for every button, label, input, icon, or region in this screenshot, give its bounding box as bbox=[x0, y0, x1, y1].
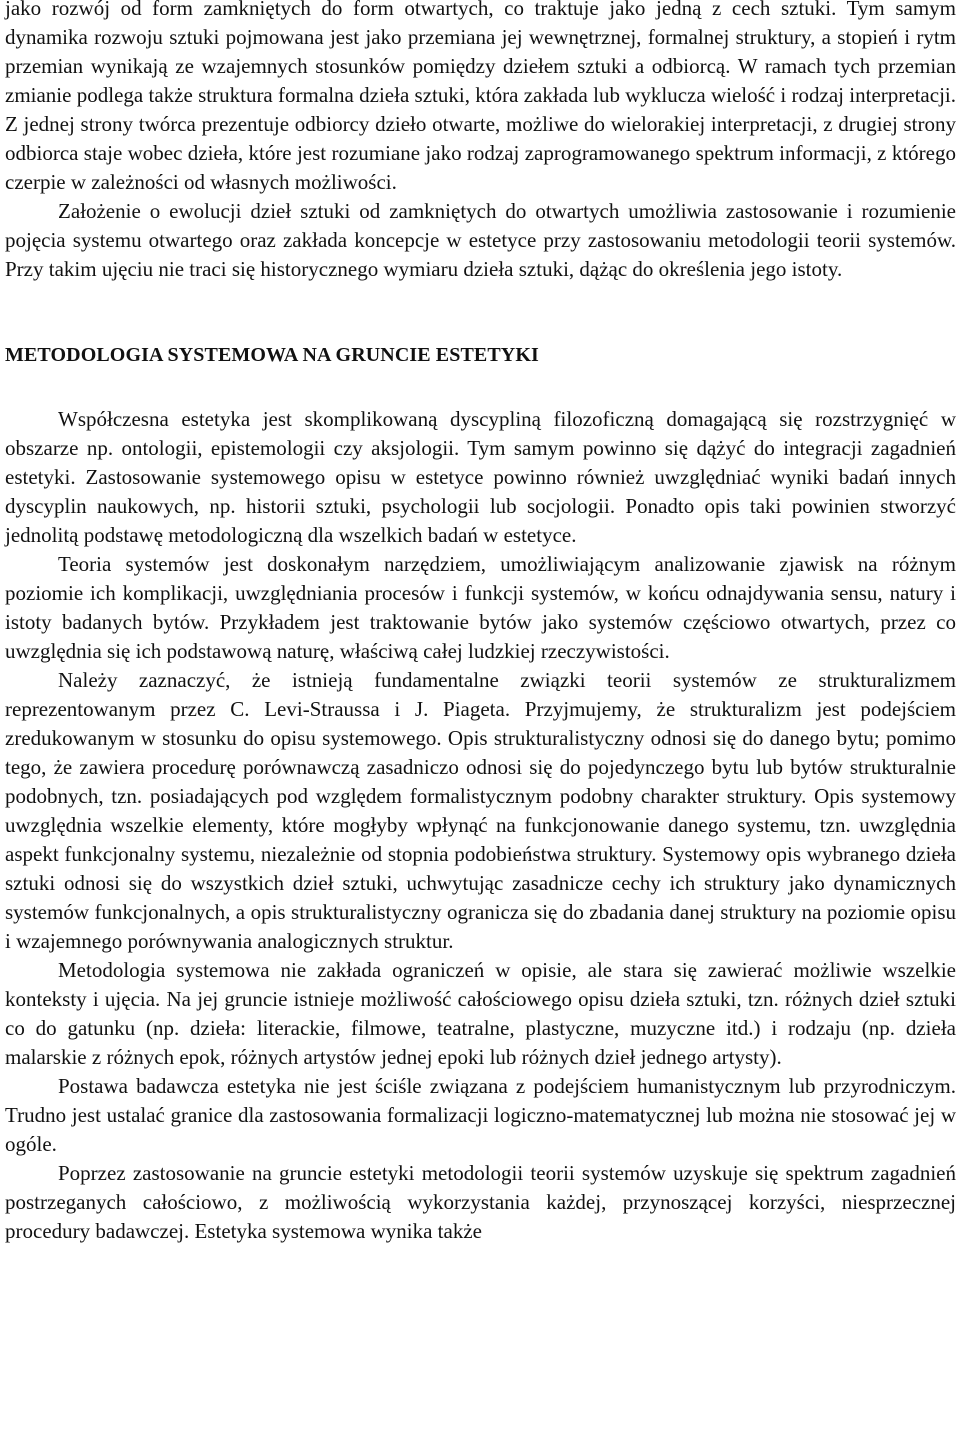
paragraph-section-3: Należy zaznaczyć, że istnieją fundamentalne związki teorii systemów ze strukturalizmem reprezentowanym przez C. Levi-Straussa i J. Piageta. Przyjmujemy, że strukturalizm jest podejściem zredukowanym w stosunku do opisu systemowego. Opis strukturalistyczny odnosi się do danego bytu; pomimo tego, że zawiera procedurę porównawczą zasadniczo odnosi się do pojedynczego bytu lub bytów strukturalnie podobnych, tzn. posiadających pod względem formalistycznym podobny charakter struktury. Opis systemowy uwzględnia wszelkie elementy, które mogłyby wpłynąć na funkcjonowanie danego systemu, tzn. uwzględnia aspekt funkcjonalny systemu, niezależnie od stopnia podobieństwa struktury. Systemowy opis wybranego dzieła sztuki odnosi się do wszystkich dzieł sztuki, uchwytując zasadnicze cechy ich struktury jako dynamicznych systemów funkcjonalnych, a opis strukturalistyczny ogranicza się do zbadania danej struktury na poziomie opisu i wzajemnego porównywania analogicznych struktur. bbox=[5, 668, 956, 953]
section-heading: METODOLOGIA SYSTEMOWA NA GRUNCIE ESTETYKI bbox=[5, 344, 539, 366]
paragraph-intro-1: jako rozwój od form zamkniętych do form otwartych, co traktuje jako jedną z cech sztuki. Tym samym dynamika rozwoju sztuki pojmowana jest jako przemiana jej wewnętrznej, formalnej struktury, a stopień i rytm przemian wynikają ze wzajemnych stosunków pomiędzy dziełem sztuki a odbiorcą. W ramach tych przemian zmianie podlega także struktura formalna dzieła sztuki, która zakłada lub wyklucza wielość i rodzaj interpretacji. Z jednej strony twórca prezentuje odbiorcy dzieło otwarte, możliwe do wielorakiej interpretacji, z drugiej strony odbiorca staje wobec dzieła, które jest rozumiane jako rodzaj zaprogramowanego spektrum informacji, z którego czerpie w zależności od własnych możliwości. bbox=[5, 0, 956, 194]
document-page bbox=[5, 0, 956, 1246]
paragraph-section-5: Postawa badawcza estetyka nie jest ściśle związana z podejściem humanistycznym lub przyrodniczym. Trudno jest ustalać granice dla zastosowania formalizacji logiczno-matematycznej lub można nie stosować jej w ogóle. bbox=[5, 1074, 956, 1156]
paragraph-section-1: Współczesna estetyka jest skomplikowaną dyscypliną filozoficzną domagającą się rozstrzygnięć w obszarze np. ontologii, epistemologii czy aksjologii. Tym samym powinno się dążyć do integracji zagadnień estetyki. Zastosowanie systemowego opisu w estetyce powinno również uwzględniać wyniki badań innych dyscyplin naukowych, np. historii sztuki, psychologii lub socjologii. Ponadto opis taki powinien stworzyć jednolitą podstawę metodologiczną dla wszelkich badań w estetyce. bbox=[5, 407, 956, 547]
paragraph-intro-2: Założenie o ewolucji dzieł sztuki od zamkniętych do otwartych umożliwia zastosowanie i rozumienie pojęcia systemu otwartego oraz zakłada koncepcje w estetyce przy zastosowaniu metodologii teorii systemów. Przy takim ujęciu nie traci się historycznego wymiaru dzieła sztuki, dążąc do określenia jego istoty. bbox=[5, 199, 956, 281]
paragraph-section-4: Metodologia systemowa nie zakłada ograniczeń w opisie, ale stara się zawierać możliwie wszelkie konteksty i ujęcia. Na jej gruncie istnieje możliwość całościowego opisu dzieła sztuki, tzn. różnych dzieł sztuki co do gatunku (np. dzieła: literackie, filmowe, teatralne, plastyczne, muzyczne itd.) i rodzaju (np. dzieła malarskie z różnych epok, różnych artystów jednej epoki lub różnych dzieł jednego artysty). bbox=[5, 958, 956, 1069]
paragraph-section-6: Poprzez zastosowanie na gruncie estetyki metodologii teorii systemów uzyskuje się spektrum zagadnień postrzeganych całościowo, z możliwością wykorzystania każdej, przynoszącej korzyści, niesprzecznej procedury badawczej. Estetyka systemowa wynika także bbox=[5, 1161, 956, 1243]
paragraph-section-2: Teoria systemów jest doskonałym narzędziem, umożliwiającym analizowanie zjawisk na różnym poziomie ich komplikacji, uwzględniania procesów i funkcji systemów, w końcu odnajdywania sensu, natury i istoty badanych bytów. Przykładem jest traktowanie bytów jako systemów częściowo otwartych, przez co uwzględnia się ich podstawową naturę, właściwą całej ludzkiej rzeczywistości. bbox=[5, 552, 956, 663]
